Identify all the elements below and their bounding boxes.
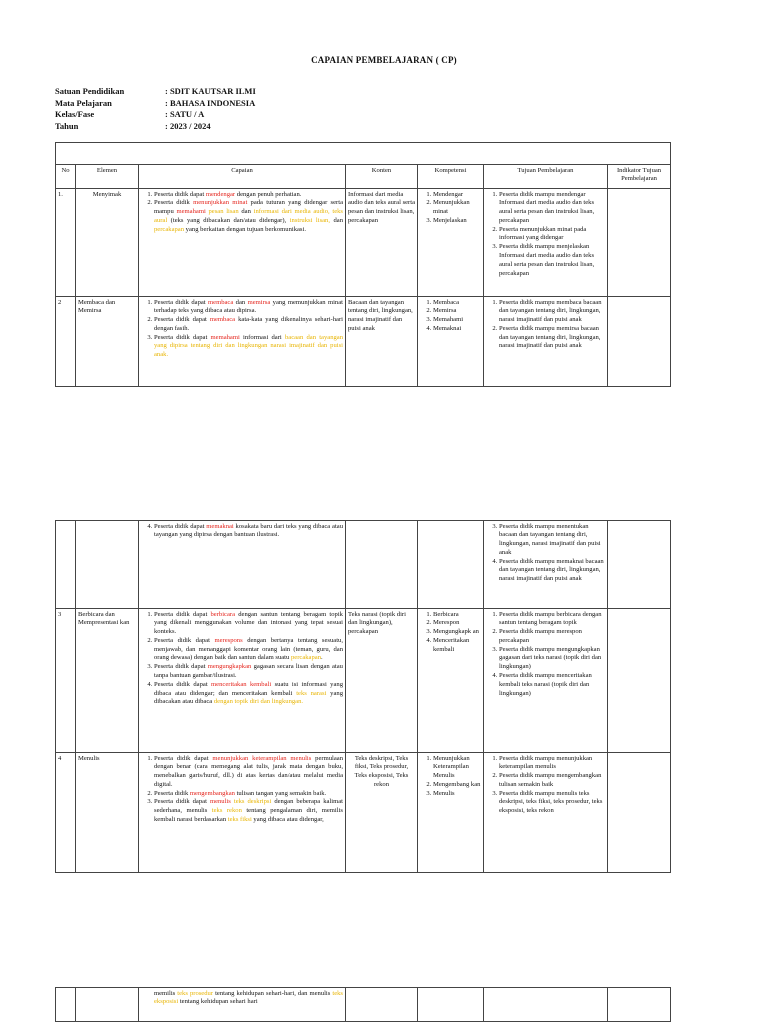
header-tujuan: Tujuan Pembelajaran: [484, 165, 608, 189]
table-row: [56, 189, 671, 297]
row-konten: Teks narasi (topik diri dan lingkungan), percakapan: [346, 609, 418, 753]
row-no: 4: [56, 753, 76, 873]
spacer-row: [56, 143, 671, 165]
page-title: CAPAIAN PEMBELAJARAN ( CP): [311, 55, 457, 65]
row-no: [56, 988, 76, 1022]
row-kompetensi: 1. Mendengar 2. Menunjukkan minat 3. Menjelaskan: [418, 189, 484, 297]
meta-key: Tahun: [55, 120, 79, 131]
row-konten: [346, 521, 418, 609]
meta-value: : SDIT KAUTSAR ILMI: [165, 86, 256, 96]
row-capaian: 1. Peserta didik dapat berbicara dengan santun tentang beragam topik yang dikenali menggunakan volume dan intonasi yang tepat sesuai konteks. 2. Peserta didik dapat merespons dengan bertanya tentang sesuatu, menjawab, dan menanggapi komentar orang lain (teman, guru, dan orang dewasa) dengan baik dan santun dalam suatu percakapan. 3. Peserta didik dapat mengungkapkan gagasan secara lisan dengan atau tanpa bantuan gambar/ilustrasi. 4. Peserta didik dapat menceritakan kembali suatu isi informasi yang dibaca atau didengar; dan menceritakan kembali teks narasi yang dibacakan atau dibaca dengan topik diri dan lingkungan.: [139, 609, 346, 753]
meta-value: : 2023 / 2024: [165, 120, 211, 131]
row-tujuan: [484, 988, 608, 1022]
table-row: [56, 753, 671, 873]
row-capaian: memilis teks prosedur tentang kehidupan sehari-hari, dan menulis teks eksposisi tentang kehidupan sehari hari: [139, 988, 346, 1022]
row-konten: Informasi dari media audio dan teks aural serta pesan dan instruksi lisan, percakapan: [346, 189, 418, 297]
cp-table-page3: [55, 987, 671, 1022]
row-indikator: [608, 297, 671, 387]
school-info: [55, 86, 256, 132]
row-indikator: [608, 753, 671, 873]
header-kompetensi: Kompetensi: [418, 165, 484, 189]
header-indikator: Indikator Tujuan Pembelajaran: [608, 165, 671, 189]
row-capaian: 1. Peserta didik dapat membaca dan memirsa yang memunjukkan minat terhadap teks yang dibaca atau dipirsa. 2. Peserta didik dapat membaca kata-kata yang dikenalinya sehari-hari dengan fasih. 3. Peserta didik dapat memahami informasi dari bacaan dan tayangan yang dipirsa tentang diri dan lingkungan narasi imajinatif dan puisi anak.: [139, 297, 346, 387]
row-indikator: [608, 521, 671, 609]
header-konten: Konten: [346, 165, 418, 189]
table-header: [56, 165, 671, 189]
table-row: [56, 609, 671, 753]
row-elemen: [76, 988, 139, 1022]
meta-key: Satuan Pendidikan: [55, 86, 125, 96]
table-row: [56, 297, 671, 387]
table-row: [56, 521, 671, 609]
row-elemen: Berbicara dan Mempresentasi kan: [76, 609, 139, 753]
row-indikator: [608, 988, 671, 1022]
cp-table-page2: [55, 520, 671, 873]
row-tujuan: 1. Peserta didik mampu membaca bacaan dan tayangan tentang diri, lingkungan, narasi imajinatif dan puisi anak 2. Peserta didik mampu memirsa bacaan dan tayangan tentang diri, lingkungan, narasi imajinatif dan puisi anak: [484, 297, 608, 387]
row-kompetensi: 1. Berbicara 2. Merespon 3. Mengungkapk an 4. Menceritakan kembali: [418, 609, 484, 753]
row-indikator: [608, 189, 671, 297]
meta-key: Kelas/Fase: [55, 109, 95, 119]
row-tujuan: 1. Peserta didik mampu mendengar Informasi dari media audio dan teks aural serta pesan dan instruksi lisan, percakapan 2. Peserta menunjukkan minat pada informasi yang didengar 3. Peserta didik mampu menjelaskan Informasi dari media audio dan teks aural serta pesan dan instruksi lisan, percakapan: [484, 189, 608, 297]
row-no: 1.: [56, 189, 76, 297]
row-elemen: Membaca dan Memirsa: [76, 297, 139, 387]
row-konten: Bacaan dan tayangan tentang diri, lingkungan, narasi imajinatif dan puisi anak: [346, 297, 418, 387]
row-capaian: 4. Peserta didik dapat memaknai kosakata baru dari teks yang dibaca atau tayangan yang dipirsa dengan bantuan ilustrasi.: [139, 521, 346, 609]
row-tujuan: 3. Peserta didik mampu menentukan bacaan dan tayangan tentang diri, lingkungan, narasi imajinatif dan puisi anak 4. Peserta didik mampu memaknai bacaan dan tayangan tentang diri, lingkungan, narasi imajinatif dan puisi anak: [484, 521, 608, 609]
header-capaian: Capaian: [139, 165, 346, 189]
row-kompetensi: 1. Menunjukkan Keterampilan Menulis 2. Mengembang kan 3. Menulis: [418, 753, 484, 873]
row-konten: [346, 988, 418, 1022]
row-no: 2: [56, 297, 76, 387]
row-elemen: Menyimak: [76, 189, 139, 297]
row-elemen: [76, 521, 139, 609]
table-row: [56, 988, 671, 1022]
meta-value: : SATU / A: [165, 109, 205, 119]
row-tujuan: 1. Peserta didik mampu menunjukkan keterampilan menulis 2. Peserta didik mampu mengembangkan tulisan semakin baik 3. Peserta didik mampu menulis teks deskripsi, teks fiksi, teks prosedur, teks eksposisi, teks rekon: [484, 753, 608, 873]
row-no: [56, 521, 76, 609]
header-elemen: Elemen: [76, 165, 139, 189]
row-tujuan: 1. Peserta didik mampu berbicara dengan santun tentang beragam topik 2. Peserta didik mampu merespon percakapan 3. Peserta didik mampu mengungkapkan gagasan dari teks narasi (topik diri dan lingkungan) 4. Peserta didik mampu menceritakan kembali teks narasi (topik diri dan lingkungan): [484, 609, 608, 753]
row-konten: Teks deskripsi, Teks fiksi, Teks prosedur, Teks eksposisi, Teks rekon: [346, 753, 418, 873]
row-indikator: [608, 609, 671, 753]
row-kompetensi: [418, 988, 484, 1022]
cp-table-page1: [55, 142, 671, 387]
meta-key: Mata Pelajaran: [55, 97, 112, 108]
row-capaian: 1. Peserta didik dapat mendengar dengan penuh perhatian. 2. Peserta didik menunjukkan minat pada tuturan yang didengar serta mampu memahami pesan lisan dan informasi dari media audio, teks aural (teks yang dibacakan dan/atau didengar), instruksi lisan, dan percakapan yang berkaitan dengan tujuan berkomunikasi.: [139, 189, 346, 297]
row-no: 3: [56, 609, 76, 753]
row-elemen: Menulis: [76, 753, 139, 873]
meta-value: : BAHASA INDONESIA: [165, 97, 256, 108]
row-capaian: 1. Peserta didik dapat menunjukkan keterampilan menulis permulaan dengan benar (cara memegang alat tulis, jarak mata dengan buku, menebalkan garis/huruf, dll.) di atas kertas dan/atau melalui media digital. 2. Peserta didik mengembangkan tulisan tangan yang semakin baik. 3. Peserta didik dapat menulis teks deskripsi dengan beberapa kalimat sederhana, menulis teks rekon tentang pengalaman diri, memilis kembali narasi berdasarkan teks fiksi yang dibaca atau didengar,: [139, 753, 346, 873]
row-kompetensi: 1. Membaca 2. Memirsa 3. Memahami 4. Memaknai: [418, 297, 484, 387]
row-kompetensi: [418, 521, 484, 609]
header-no: No: [56, 165, 76, 189]
